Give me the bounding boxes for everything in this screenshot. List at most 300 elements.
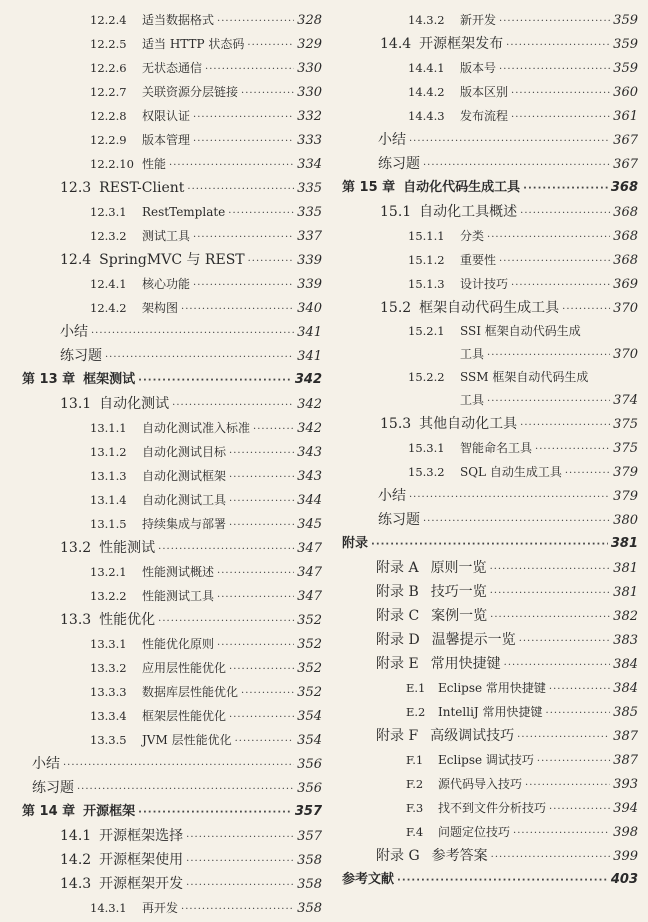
toc-entry-page: 330	[297, 85, 322, 100]
toc-entry-page: 384	[613, 657, 638, 672]
toc-entry-number: 12.4	[60, 252, 92, 268]
dot-leader	[105, 346, 294, 370]
toc-entry	[22, 656, 322, 680]
dot-leader	[193, 226, 294, 250]
toc-entry-label	[408, 460, 562, 484]
toc-entry-label	[90, 584, 214, 608]
toc-entry-label	[408, 272, 508, 296]
toc-entry-title: 参考文献	[342, 872, 395, 887]
toc-entry	[342, 8, 638, 32]
toc-entry	[22, 224, 322, 248]
toc-entry-label	[90, 896, 178, 920]
toc-entry-label	[90, 8, 214, 32]
toc-entry-page: 337	[297, 229, 322, 244]
dot-leader	[63, 754, 294, 778]
toc-entry	[342, 868, 638, 892]
toc-entry-number: 14.4	[380, 36, 412, 52]
toc-entry-label	[90, 56, 202, 80]
toc-entry	[342, 796, 638, 820]
toc-entry-page: 368	[613, 229, 638, 244]
toc-entry-page: 328	[297, 13, 322, 28]
toc-entry-label	[22, 800, 135, 824]
toc-entry-label	[380, 32, 503, 56]
dot-leader	[193, 274, 294, 298]
toc-entry	[22, 896, 322, 920]
dot-leader	[520, 202, 610, 226]
toc-entry-page: 347	[297, 565, 322, 580]
toc-entry-label	[90, 128, 190, 152]
toc-entry-page: 379	[613, 465, 638, 480]
toc-entry-number: 13.1.4	[90, 493, 127, 507]
toc-entry-label	[460, 342, 484, 366]
toc-entry	[342, 652, 638, 676]
toc-entry-label	[378, 508, 420, 532]
toc-entry-title: 版本号	[460, 61, 497, 75]
toc-entry	[342, 772, 638, 796]
toc-entry-label	[406, 820, 510, 844]
toc-entry	[342, 460, 638, 484]
toc-entry-number: F.1	[406, 753, 424, 767]
toc-entry-number: 14.1	[60, 828, 92, 844]
toc-entry-title: 附录	[342, 536, 369, 551]
toc-entry-label	[90, 296, 178, 320]
toc-entry	[342, 176, 638, 200]
toc-entry-label	[90, 560, 214, 584]
dot-leader	[511, 274, 610, 298]
toc-entry-number: 13.1	[60, 396, 92, 412]
toc-entry-page: 368	[610, 180, 638, 195]
toc-entry-number: 15.3.2	[408, 465, 445, 479]
dot-leader	[229, 442, 294, 466]
toc-entry-title: 开源框架使用	[99, 852, 184, 868]
toc-entry	[342, 272, 638, 296]
dot-leader	[487, 390, 610, 414]
toc-entry-title: 权限认证	[142, 109, 191, 123]
toc-entry	[22, 128, 322, 152]
toc-entry-number: E.1	[406, 681, 426, 695]
toc-entry-label	[342, 868, 394, 892]
dot-leader	[490, 558, 611, 582]
toc-entry-number: 14.2	[60, 852, 92, 868]
toc-entry-page: 343	[297, 469, 322, 484]
toc-entry-page: 343	[297, 445, 322, 460]
toc-entry-title: 框架测试	[83, 372, 136, 387]
dot-leader	[253, 418, 294, 442]
toc-entry-title: 新开发	[460, 13, 497, 27]
dot-leader	[235, 730, 295, 754]
toc-entry-number: 13.2.2	[90, 589, 127, 603]
toc-entry-page: 359	[613, 13, 638, 28]
toc-entry	[342, 820, 638, 844]
toc-entry-page: 374	[613, 393, 638, 408]
toc-entry-page: 341	[297, 325, 322, 340]
dot-leader	[138, 369, 292, 393]
toc-entry-page: 334	[297, 157, 322, 172]
dot-leader	[172, 394, 294, 418]
toc-entry-label	[380, 296, 559, 320]
toc-entry-page: 399	[613, 849, 638, 864]
toc-entry	[22, 152, 322, 176]
toc-entry-number: 附录 D	[376, 632, 420, 648]
toc-entry	[22, 584, 322, 608]
toc-entry-number: 12.3.2	[90, 229, 127, 243]
dot-leader	[546, 702, 611, 726]
toc-entry-label	[406, 772, 522, 796]
toc-entry-page: 352	[297, 637, 322, 652]
toc-entry-page: 358	[297, 853, 322, 868]
toc-entry-page: 342	[294, 372, 322, 387]
dot-leader	[186, 874, 294, 898]
toc-entry-title: 无状态通信	[142, 61, 203, 75]
toc-entry	[342, 32, 638, 56]
toc-entry	[342, 484, 638, 508]
toc-entry	[342, 556, 638, 580]
toc-entry-title: REST-Client	[99, 180, 185, 196]
toc-entry-label	[406, 748, 534, 772]
toc-entry-label	[408, 8, 496, 32]
toc-entry-label	[406, 700, 543, 724]
dot-leader	[158, 610, 294, 634]
toc-entry-page: 383	[613, 633, 638, 648]
toc-entry-number: 附录 B	[376, 584, 419, 600]
toc-entry-title: 发布流程	[460, 109, 509, 123]
dot-leader	[186, 850, 294, 874]
toc-entry-title: 版本管理	[142, 133, 191, 147]
toc-entry-number: 12.2.6	[90, 61, 127, 75]
toc-entry	[342, 224, 638, 248]
toc-entry-label	[90, 728, 232, 752]
toc-entry-label	[342, 532, 368, 556]
toc-entry-label	[90, 224, 190, 248]
toc-entry	[342, 700, 638, 724]
dot-leader	[241, 682, 294, 706]
toc-entry-number: E.2	[406, 705, 426, 719]
dot-leader	[248, 250, 295, 274]
toc-entry-number: 12.4.2	[90, 301, 127, 315]
toc-entry-title: SSI 框架自动代码生成	[460, 324, 581, 338]
toc-entry-number: 第 14 章	[22, 804, 76, 819]
toc-entry-number: F.3	[406, 801, 424, 815]
dot-leader	[487, 226, 610, 250]
dot-leader	[517, 726, 610, 750]
toc-entry	[22, 8, 322, 32]
toc-entry-page: 359	[613, 37, 638, 52]
toc-entry	[342, 200, 638, 224]
toc-entry-label	[90, 80, 238, 104]
toc-entry	[22, 824, 322, 848]
toc-entry-title: 案例一览	[431, 608, 488, 624]
toc-entry	[342, 320, 638, 342]
toc-entry-title: 性能测试工具	[142, 589, 215, 603]
toc-entry-label	[378, 484, 406, 508]
dot-leader	[565, 462, 610, 486]
toc-entry	[22, 248, 322, 272]
toc-entry-page: 341	[297, 349, 322, 364]
toc-entry-page: 332	[297, 109, 322, 124]
dot-leader	[217, 10, 294, 34]
toc-entry-page: 357	[294, 804, 322, 819]
toc-entry-number: 13.1.5	[90, 517, 127, 531]
toc-entry-title: 工具	[460, 347, 485, 361]
toc-entry	[22, 176, 322, 200]
toc-entry	[22, 680, 322, 704]
toc-entry-number: 13.1.1	[90, 421, 127, 435]
toc-entry	[342, 152, 638, 176]
dot-leader	[535, 438, 610, 462]
dot-leader	[77, 778, 294, 802]
toc-entry-number: 14.3	[60, 876, 92, 892]
toc-entry-number: 12.4.1	[90, 277, 127, 291]
toc-entry	[342, 628, 638, 652]
toc-entry-label	[406, 676, 546, 700]
toc-entry-title: 分类	[460, 229, 485, 243]
toc-entry-label	[60, 872, 183, 896]
toc-entry-label	[90, 632, 214, 656]
toc-entry-number: 15.2.2	[408, 370, 445, 384]
dot-leader	[229, 466, 294, 490]
toc-entry-title: 框架自动代码生成工具	[419, 300, 560, 316]
toc-entry-page: 345	[297, 517, 322, 532]
toc-entry-page: 380	[613, 513, 638, 528]
dot-leader	[562, 298, 610, 322]
toc-entry-page: 369	[613, 277, 638, 292]
toc-entry-title: 性能测试概述	[142, 565, 215, 579]
toc-entry-label	[32, 776, 74, 800]
toc-entry-page: 368	[613, 205, 638, 220]
toc-entry-page: 352	[297, 661, 322, 676]
toc-entry-label	[90, 272, 190, 296]
toc-entry-number: 12.2.4	[90, 13, 127, 27]
toc-entry-title: 智能命名工具	[460, 441, 533, 455]
toc-entry-label	[460, 388, 484, 412]
toc-entry	[342, 724, 638, 748]
toc-entry-label	[342, 176, 520, 200]
dot-leader	[423, 154, 610, 178]
dot-leader	[193, 130, 294, 154]
toc-entry-label	[376, 628, 516, 652]
dot-leader	[371, 533, 608, 557]
toc-entry	[22, 512, 322, 536]
toc-entry-title: 性能	[142, 157, 167, 171]
toc-entry-title: 练习题	[60, 348, 102, 364]
toc-entry-page: 354	[297, 709, 322, 724]
toc-entry-label	[378, 128, 406, 152]
toc-entry-title: 其他自动化工具	[419, 416, 518, 432]
toc-entry	[342, 412, 638, 436]
toc-entry-label	[90, 200, 225, 224]
toc-entry-title: 性能优化原则	[142, 637, 215, 651]
toc-entry	[342, 56, 638, 80]
toc-entry-label	[408, 366, 588, 388]
toc-entry-label	[376, 724, 514, 748]
toc-entry-title: 小结	[378, 132, 406, 148]
toc-entry	[22, 56, 322, 80]
toc-entry-number: 13.3.5	[90, 733, 127, 747]
toc-entry-number: 13.3.3	[90, 685, 127, 699]
toc-entry-label	[90, 152, 166, 176]
toc-column-left	[22, 8, 322, 920]
toc-entry	[22, 344, 322, 368]
toc-entry-number: 12.2.9	[90, 133, 127, 147]
toc-entry	[22, 104, 322, 128]
toc-entry	[342, 676, 638, 700]
toc-entry	[22, 752, 322, 776]
toc-entry-page: 403	[610, 872, 638, 887]
toc-entry	[342, 128, 638, 152]
dot-leader	[229, 658, 294, 682]
toc-entry-label	[408, 436, 532, 460]
toc-entry-label	[376, 604, 487, 628]
toc-entry-title: 温馨提示一览	[431, 632, 516, 648]
toc-entry-page: 385	[613, 705, 638, 720]
toc-entry-label	[60, 176, 184, 200]
toc-entry-page: 387	[613, 729, 638, 744]
toc-entry-title: SQL 自动生成工具	[460, 465, 562, 479]
toc-entry-title: 重要性	[460, 253, 497, 267]
toc-entry-page: 358	[297, 877, 322, 892]
toc-entry-label	[408, 248, 496, 272]
toc-entry	[22, 200, 322, 224]
toc-entry	[22, 416, 322, 440]
toc-entry-label	[90, 656, 226, 680]
toc-entry-number: 15.1.2	[408, 253, 445, 267]
toc-entry-label	[408, 80, 508, 104]
toc-entry	[22, 800, 322, 824]
toc-entry	[342, 436, 638, 460]
toc-entry-label	[408, 104, 508, 128]
toc-entry	[22, 848, 322, 872]
dot-leader	[217, 586, 294, 610]
toc-entry-page: 356	[297, 781, 322, 796]
toc-entry	[22, 536, 322, 560]
dot-leader	[91, 322, 294, 346]
toc-entry-page: 368	[613, 253, 638, 268]
dot-leader	[520, 414, 610, 438]
toc-entry-page: 393	[613, 777, 638, 792]
toc-entry-page: 359	[613, 61, 638, 76]
toc-entry-number: 15.1.3	[408, 277, 445, 291]
toc-entry-title: 参考答案	[431, 848, 488, 864]
toc-entry	[342, 844, 638, 868]
toc-entry-label	[378, 152, 420, 176]
toc-entry-number: 15.2.1	[408, 324, 445, 338]
dot-leader	[499, 58, 610, 82]
toc-entry-title: 常用快捷键	[430, 656, 501, 672]
dot-leader	[511, 82, 610, 106]
toc-entry-label	[408, 56, 496, 80]
dot-leader	[217, 562, 294, 586]
toc-entry-page: 344	[297, 493, 322, 508]
toc-entry-title: 应用层性能优化	[142, 661, 227, 675]
toc-entry-title: 问题定位技巧	[438, 825, 511, 839]
toc-entry-title: 自动化测试准入标准	[142, 421, 251, 435]
toc-entry-page: 347	[297, 589, 322, 604]
dot-leader	[229, 706, 294, 730]
toc-entry-number: 14.4.1	[408, 61, 445, 75]
toc-entry-number: 附录 A	[376, 560, 419, 576]
toc-entry-number: 14.4.3	[408, 109, 445, 123]
toc-entry-number: 13.2	[60, 540, 92, 556]
toc-entry-page: 352	[297, 685, 322, 700]
toc-entry-number: 15.1.1	[408, 229, 445, 243]
toc-entry-number: 第 15 章	[342, 180, 396, 195]
toc-entry	[342, 248, 638, 272]
toc-entry-page: 367	[613, 157, 638, 172]
dot-leader	[506, 34, 610, 58]
toc-entry-page: 382	[613, 609, 638, 624]
dot-leader	[525, 774, 610, 798]
toc-entry-number: 14.4.2	[408, 85, 445, 99]
toc-entry-number: 13.3.4	[90, 709, 127, 723]
toc-entry	[342, 580, 638, 604]
toc-entry-page: 352	[297, 613, 322, 628]
toc-entry-page: 375	[613, 417, 638, 432]
dot-leader	[228, 202, 294, 226]
dot-leader	[138, 801, 292, 825]
toc-entry-label	[90, 464, 226, 488]
toc-entry	[342, 748, 638, 772]
dot-leader	[186, 826, 294, 850]
toc-entry-page: 381	[613, 561, 638, 576]
toc-entry	[22, 320, 322, 344]
toc-entry-title: SpringMVC 与 REST	[99, 252, 245, 268]
toc-entry-page: 330	[297, 61, 322, 76]
toc-entry-page: 360	[613, 85, 638, 100]
toc-entry-title: 技巧一览	[430, 584, 487, 600]
toc-entry	[342, 296, 638, 320]
toc-entry-label	[60, 848, 183, 872]
toc-entry-title: 工具	[460, 393, 485, 407]
toc-entry-title: JVM 层性能优化	[142, 733, 232, 747]
toc-entry-label	[22, 368, 135, 392]
toc-entry-label	[380, 200, 517, 224]
toc-entry	[22, 560, 322, 584]
toc-entry-page: 394	[613, 801, 638, 816]
toc-entry-title: 架构图	[142, 301, 179, 315]
toc-entry-title: 性能测试	[99, 540, 156, 556]
toc-entry-title: 持续集成与部署	[142, 517, 227, 531]
dot-leader	[187, 178, 294, 202]
toc-entry	[22, 872, 322, 896]
toc-entry-page: 358	[297, 901, 322, 916]
toc-entry-page: 339	[297, 277, 322, 292]
toc-entry-page: 370	[613, 347, 638, 362]
toc-entry-page: 335	[297, 181, 322, 196]
toc-entry-page: 335	[297, 205, 322, 220]
toc-entry-label	[406, 796, 546, 820]
toc-entry	[22, 32, 322, 56]
toc-entry-title: IntelliJ 常用快捷键	[438, 705, 543, 719]
toc-entry-title: RestTemplate	[142, 205, 226, 219]
toc-entry-number: 14.3.2	[408, 13, 445, 27]
dot-leader	[181, 298, 294, 322]
toc-entry-title: 自动化测试	[99, 396, 170, 412]
toc-entry-title: 原则一览	[430, 560, 487, 576]
dot-leader	[397, 869, 608, 893]
toc-entry-number: 第 13 章	[22, 372, 76, 387]
toc-entry-title: 自动化代码生成工具	[403, 180, 521, 195]
toc-entry	[342, 532, 638, 556]
toc-entry-label	[90, 416, 250, 440]
toc-entry-title: 设计技巧	[460, 277, 509, 291]
toc-entry-label	[90, 440, 226, 464]
toc-entry-label	[380, 412, 517, 436]
toc-entry-page: 361	[613, 109, 638, 124]
toc-entry-page: 342	[297, 421, 322, 436]
dot-leader	[229, 514, 294, 538]
toc-entry-label	[60, 536, 155, 560]
toc-entry-title: 适当 HTTP 状态码	[142, 37, 245, 51]
